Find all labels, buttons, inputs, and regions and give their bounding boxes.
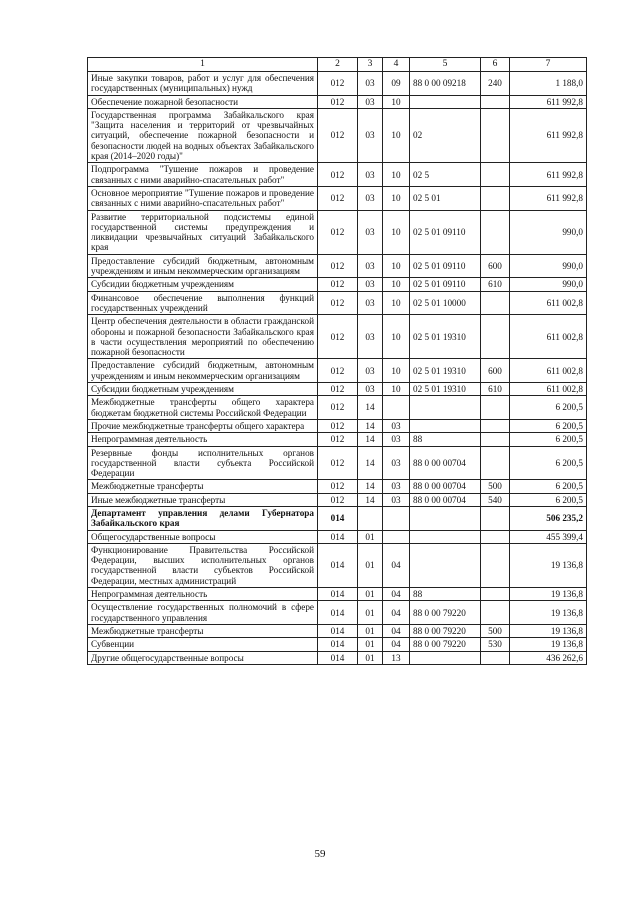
column-number: 3 (358, 58, 383, 72)
expense-name-cell: Подпрограмма "Тушение пожаров и проведение связанных с ними аварийно-спасательных работ" (88, 163, 318, 187)
subsection-code-cell: 10 (383, 163, 410, 187)
column-number: 6 (481, 58, 510, 72)
table-row (88, 359, 587, 383)
subsection-code-cell: 10 (383, 315, 410, 359)
amount-cell: 1 188,0 (510, 72, 587, 96)
subsection-code-cell (383, 396, 410, 420)
column-number: 2 (318, 58, 358, 72)
section-code-cell: 03 (358, 359, 383, 383)
table-row (88, 446, 587, 480)
amount-cell: 6 200,5 (510, 433, 587, 446)
expense-name-cell: Основное мероприятие "Тушение пожаров и проведение связанных с ними аварийно-спасательных работ" (88, 186, 318, 210)
section-code-cell: 14 (358, 493, 383, 506)
subsection-code-cell: 09 (383, 72, 410, 96)
target-item-code-cell (410, 651, 481, 664)
amount-cell: 611 002,8 (510, 315, 587, 359)
section-code-cell: 14 (358, 396, 383, 420)
table-row (88, 72, 587, 96)
ministry-code-cell: 012 (318, 359, 358, 383)
section-code-cell: 01 (358, 638, 383, 651)
expense-name-cell: Межбюджетные трансферты (88, 480, 318, 493)
ministry-code-cell: 014 (318, 530, 358, 543)
target-item-code-cell (410, 530, 481, 543)
table-row (88, 588, 587, 601)
subsection-code-cell: 03 (383, 446, 410, 480)
expense-name-cell: Другие общегосударственные вопросы (88, 651, 318, 664)
table-row (88, 638, 587, 651)
expense-name-cell: Иные закупки товаров, работ и услуг для обеспечения государственных (муниципальных) нужд (88, 72, 318, 96)
expense-name-cell: Центр обеспечения деятельности в области гражданской обороны и пожарной безопасности Забайкальского края в части осуществления мероприятий по обеспечению пожарной безопасности (88, 315, 318, 359)
table-row (88, 210, 587, 254)
section-code-cell: 14 (358, 433, 383, 446)
expense-name-cell: Предоставление субсидий бюджетным, автономным учреждениям и иным некоммерческим организациям (88, 254, 318, 278)
table-row (88, 95, 587, 108)
expense-name-cell: Субсидии бюджетным учреждениям (88, 278, 318, 291)
expense-type-code-cell: 540 (481, 493, 510, 506)
section-code-cell: 03 (358, 163, 383, 187)
expense-name-cell: Прочие межбюджетные трансферты общего характера (88, 419, 318, 432)
subsection-code-cell: 04 (383, 588, 410, 601)
target-item-code-cell: 88 0 00 79220 (410, 601, 481, 625)
subsection-code-cell: 03 (383, 433, 410, 446)
expense-name-cell: Функционирование Правительства Российской Федерации, высших исполнительных органов государственной власти субъектов Российской Федерации, местных администраций (88, 543, 318, 587)
expense-name-cell: Финансовое обеспечение выполнения функций государственных учреждений (88, 291, 318, 315)
section-code-cell: 01 (358, 624, 383, 637)
table-row (88, 480, 587, 493)
expense-type-code-cell (481, 588, 510, 601)
subsection-code-cell: 10 (383, 278, 410, 291)
table-body (88, 58, 587, 665)
expense-name-cell: Предоставление субсидий бюджетным, автономным учреждениям и иным некоммерческим организациям (88, 359, 318, 383)
expense-name-cell: Субвенции (88, 638, 318, 651)
expense-type-code-cell (481, 95, 510, 108)
table-row (88, 601, 587, 625)
expense-type-code-cell (481, 315, 510, 359)
section-code-cell: 01 (358, 543, 383, 587)
target-item-code-cell: 02 5 01 10000 (410, 291, 481, 315)
section-code-cell: 03 (358, 254, 383, 278)
section-code-cell (358, 506, 383, 530)
table-row (88, 506, 587, 530)
section-code-cell: 03 (358, 315, 383, 359)
section-code-cell: 01 (358, 651, 383, 664)
section-code-cell: 03 (358, 383, 383, 396)
expense-type-code-cell: 530 (481, 638, 510, 651)
amount-cell: 611 992,8 (510, 186, 587, 210)
table-row (88, 419, 587, 432)
ministry-code-cell: 014 (318, 543, 358, 587)
ministry-code-cell: 012 (318, 278, 358, 291)
amount-cell: 6 200,5 (510, 493, 587, 506)
subsection-code-cell: 10 (383, 210, 410, 254)
ministry-code-cell: 012 (318, 254, 358, 278)
target-item-code-cell: 02 5 01 09110 (410, 278, 481, 291)
amount-cell: 6 200,5 (510, 419, 587, 432)
target-item-code-cell: 88 (410, 588, 481, 601)
subsection-code-cell: 10 (383, 108, 410, 162)
expense-type-code-cell (481, 651, 510, 664)
subsection-code-cell: 04 (383, 543, 410, 587)
section-code-cell: 03 (358, 108, 383, 162)
amount-cell: 611 002,8 (510, 359, 587, 383)
expense-type-code-cell (481, 396, 510, 420)
table-row (88, 543, 587, 587)
table-row (88, 186, 587, 210)
target-item-code-cell (410, 506, 481, 530)
column-number: 5 (410, 58, 481, 72)
ministry-code-cell: 014 (318, 651, 358, 664)
section-code-cell: 03 (358, 291, 383, 315)
subsection-code-cell: 04 (383, 601, 410, 625)
expense-type-code-cell: 500 (481, 480, 510, 493)
amount-cell: 611 002,8 (510, 383, 587, 396)
subsection-code-cell: 10 (383, 383, 410, 396)
amount-cell: 436 262,6 (510, 651, 587, 664)
target-item-code-cell (410, 419, 481, 432)
target-item-code-cell (410, 543, 481, 587)
amount-cell: 455 399,4 (510, 530, 587, 543)
section-code-cell: 01 (358, 588, 383, 601)
target-item-code-cell: 02 5 01 09110 (410, 210, 481, 254)
expense-name-cell: Межбюджетные трансферты общего характера бюджетам бюджетной системы Российской Федерации (88, 396, 318, 420)
ministry-code-cell: 012 (318, 446, 358, 480)
subsection-code-cell (383, 506, 410, 530)
expense-name-cell: Развитие территориальной подсистемы единой государственной системы предупреждения и ликвидации чрезвычайных ситуаций Забайкальского края (88, 210, 318, 254)
page-number: 59 (314, 848, 326, 860)
subsection-code-cell: 03 (383, 419, 410, 432)
subsection-code-cell (383, 530, 410, 543)
ministry-code-cell: 014 (318, 506, 358, 530)
subsection-code-cell: 04 (383, 638, 410, 651)
ministry-code-cell: 012 (318, 186, 358, 210)
amount-cell: 19 136,8 (510, 638, 587, 651)
amount-cell: 19 136,8 (510, 543, 587, 587)
table-row (88, 651, 587, 664)
expense-type-code-cell (481, 186, 510, 210)
table-row (88, 530, 587, 543)
ministry-code-cell: 012 (318, 210, 358, 254)
ministry-code-cell: 014 (318, 588, 358, 601)
subsection-code-cell: 10 (383, 359, 410, 383)
amount-cell: 990,0 (510, 254, 587, 278)
column-number-row (88, 58, 587, 72)
section-code-cell: 01 (358, 601, 383, 625)
amount-cell: 611 002,8 (510, 291, 587, 315)
expense-name-cell: Государственная программа Забайкальского края "Защита населения и территорий от чрезвычайных ситуаций, обеспечение пожарной безопасности и безопасности людей на водных объектах Забайкальского края (2014–2020 годы)" (88, 108, 318, 162)
table-row (88, 624, 587, 637)
subsection-code-cell: 10 (383, 186, 410, 210)
ministry-code-cell: 012 (318, 419, 358, 432)
amount-cell: 611 992,8 (510, 108, 587, 162)
table-row (88, 163, 587, 187)
expense-name-cell: Департамент управления делами Губернатора Забайкальского края (88, 506, 318, 530)
column-number: 7 (510, 58, 587, 72)
expense-type-code-cell (481, 543, 510, 587)
expense-name-cell: Обеспечение пожарной безопасности (88, 95, 318, 108)
ministry-code-cell: 012 (318, 493, 358, 506)
table-row (88, 108, 587, 162)
target-item-code-cell: 88 0 00 00704 (410, 493, 481, 506)
target-item-code-cell: 02 5 01 19310 (410, 359, 481, 383)
ministry-code-cell: 014 (318, 601, 358, 625)
ministry-code-cell: 014 (318, 638, 358, 651)
ministry-code-cell: 012 (318, 95, 358, 108)
expense-type-code-cell (481, 163, 510, 187)
expense-name-cell: Субсидии бюджетным учреждениям (88, 383, 318, 396)
ministry-code-cell: 012 (318, 383, 358, 396)
budget-table (87, 57, 587, 665)
section-code-cell: 03 (358, 210, 383, 254)
amount-cell: 506 235,2 (510, 506, 587, 530)
expense-name-cell: Непрограммная деятельность (88, 433, 318, 446)
target-item-code-cell: 88 (410, 433, 481, 446)
expense-type-code-cell: 240 (481, 72, 510, 96)
expense-type-code-cell: 610 (481, 278, 510, 291)
ministry-code-cell: 012 (318, 396, 358, 420)
expense-type-code-cell (481, 601, 510, 625)
subsection-code-cell: 03 (383, 480, 410, 493)
target-item-code-cell: 88 0 00 79220 (410, 624, 481, 637)
amount-cell: 19 136,8 (510, 588, 587, 601)
subsection-code-cell: 04 (383, 624, 410, 637)
ministry-code-cell: 012 (318, 163, 358, 187)
subsection-code-cell: 03 (383, 493, 410, 506)
target-item-code-cell: 88 0 00 79220 (410, 638, 481, 651)
table-row (88, 396, 587, 420)
table-row (88, 493, 587, 506)
table-row (88, 291, 587, 315)
section-code-cell: 03 (358, 278, 383, 291)
ministry-code-cell: 012 (318, 72, 358, 96)
subsection-code-cell: 13 (383, 651, 410, 664)
section-code-cell: 01 (358, 530, 383, 543)
table-row (88, 278, 587, 291)
expense-type-code-cell (481, 210, 510, 254)
expense-type-code-cell (481, 506, 510, 530)
target-item-code-cell: 02 5 (410, 163, 481, 187)
subsection-code-cell: 10 (383, 95, 410, 108)
expense-name-cell: Осуществление государственных полномочий в сфере государственного управления (88, 601, 318, 625)
expense-type-code-cell: 610 (481, 383, 510, 396)
table-row (88, 254, 587, 278)
table-row (88, 315, 587, 359)
expense-type-code-cell (481, 446, 510, 480)
expense-type-code-cell (481, 419, 510, 432)
table-row (88, 433, 587, 446)
ministry-code-cell: 014 (318, 624, 358, 637)
amount-cell: 19 136,8 (510, 624, 587, 637)
section-code-cell: 03 (358, 95, 383, 108)
expense-type-code-cell: 500 (481, 624, 510, 637)
ministry-code-cell: 012 (318, 315, 358, 359)
section-code-cell: 03 (358, 186, 383, 210)
target-item-code-cell (410, 95, 481, 108)
target-item-code-cell: 88 0 00 09218 (410, 72, 481, 96)
amount-cell: 6 200,5 (510, 396, 587, 420)
subsection-code-cell: 10 (383, 254, 410, 278)
section-code-cell: 14 (358, 446, 383, 480)
section-code-cell: 14 (358, 419, 383, 432)
expense-name-cell: Непрограммная деятельность (88, 588, 318, 601)
section-code-cell: 14 (358, 480, 383, 493)
expense-name-cell: Межбюджетные трансферты (88, 624, 318, 637)
amount-cell: 990,0 (510, 210, 587, 254)
expense-name-cell: Общегосударственные вопросы (88, 530, 318, 543)
column-number: 4 (383, 58, 410, 72)
table-row (88, 383, 587, 396)
expense-name-cell: Иные межбюджетные трансферты (88, 493, 318, 506)
target-item-code-cell: 02 5 01 09110 (410, 254, 481, 278)
amount-cell: 6 200,5 (510, 480, 587, 493)
subsection-code-cell: 10 (383, 291, 410, 315)
amount-cell: 990,0 (510, 278, 587, 291)
expense-type-code-cell (481, 291, 510, 315)
expense-type-code-cell: 600 (481, 359, 510, 383)
ministry-code-cell: 012 (318, 433, 358, 446)
target-item-code-cell: 02 (410, 108, 481, 162)
column-number: 1 (88, 58, 318, 72)
expense-type-code-cell (481, 433, 510, 446)
ministry-code-cell: 012 (318, 291, 358, 315)
target-item-code-cell: 02 5 01 (410, 186, 481, 210)
expense-type-code-cell (481, 108, 510, 162)
section-code-cell: 03 (358, 72, 383, 96)
ministry-code-cell: 012 (318, 480, 358, 493)
target-item-code-cell: 88 0 00 00704 (410, 480, 481, 493)
amount-cell: 611 992,8 (510, 163, 587, 187)
target-item-code-cell: 02 5 01 19310 (410, 315, 481, 359)
amount-cell: 19 136,8 (510, 601, 587, 625)
expense-name-cell: Резервные фонды исполнительных органов государственной власти субъекта Российской Федерации (88, 446, 318, 480)
target-item-code-cell: 88 0 00 00704 (410, 446, 481, 480)
expense-type-code-cell (481, 530, 510, 543)
amount-cell: 6 200,5 (510, 446, 587, 480)
amount-cell: 611 992,8 (510, 95, 587, 108)
expense-type-code-cell: 600 (481, 254, 510, 278)
target-item-code-cell: 02 5 01 19310 (410, 383, 481, 396)
target-item-code-cell (410, 396, 481, 420)
ministry-code-cell: 012 (318, 108, 358, 162)
